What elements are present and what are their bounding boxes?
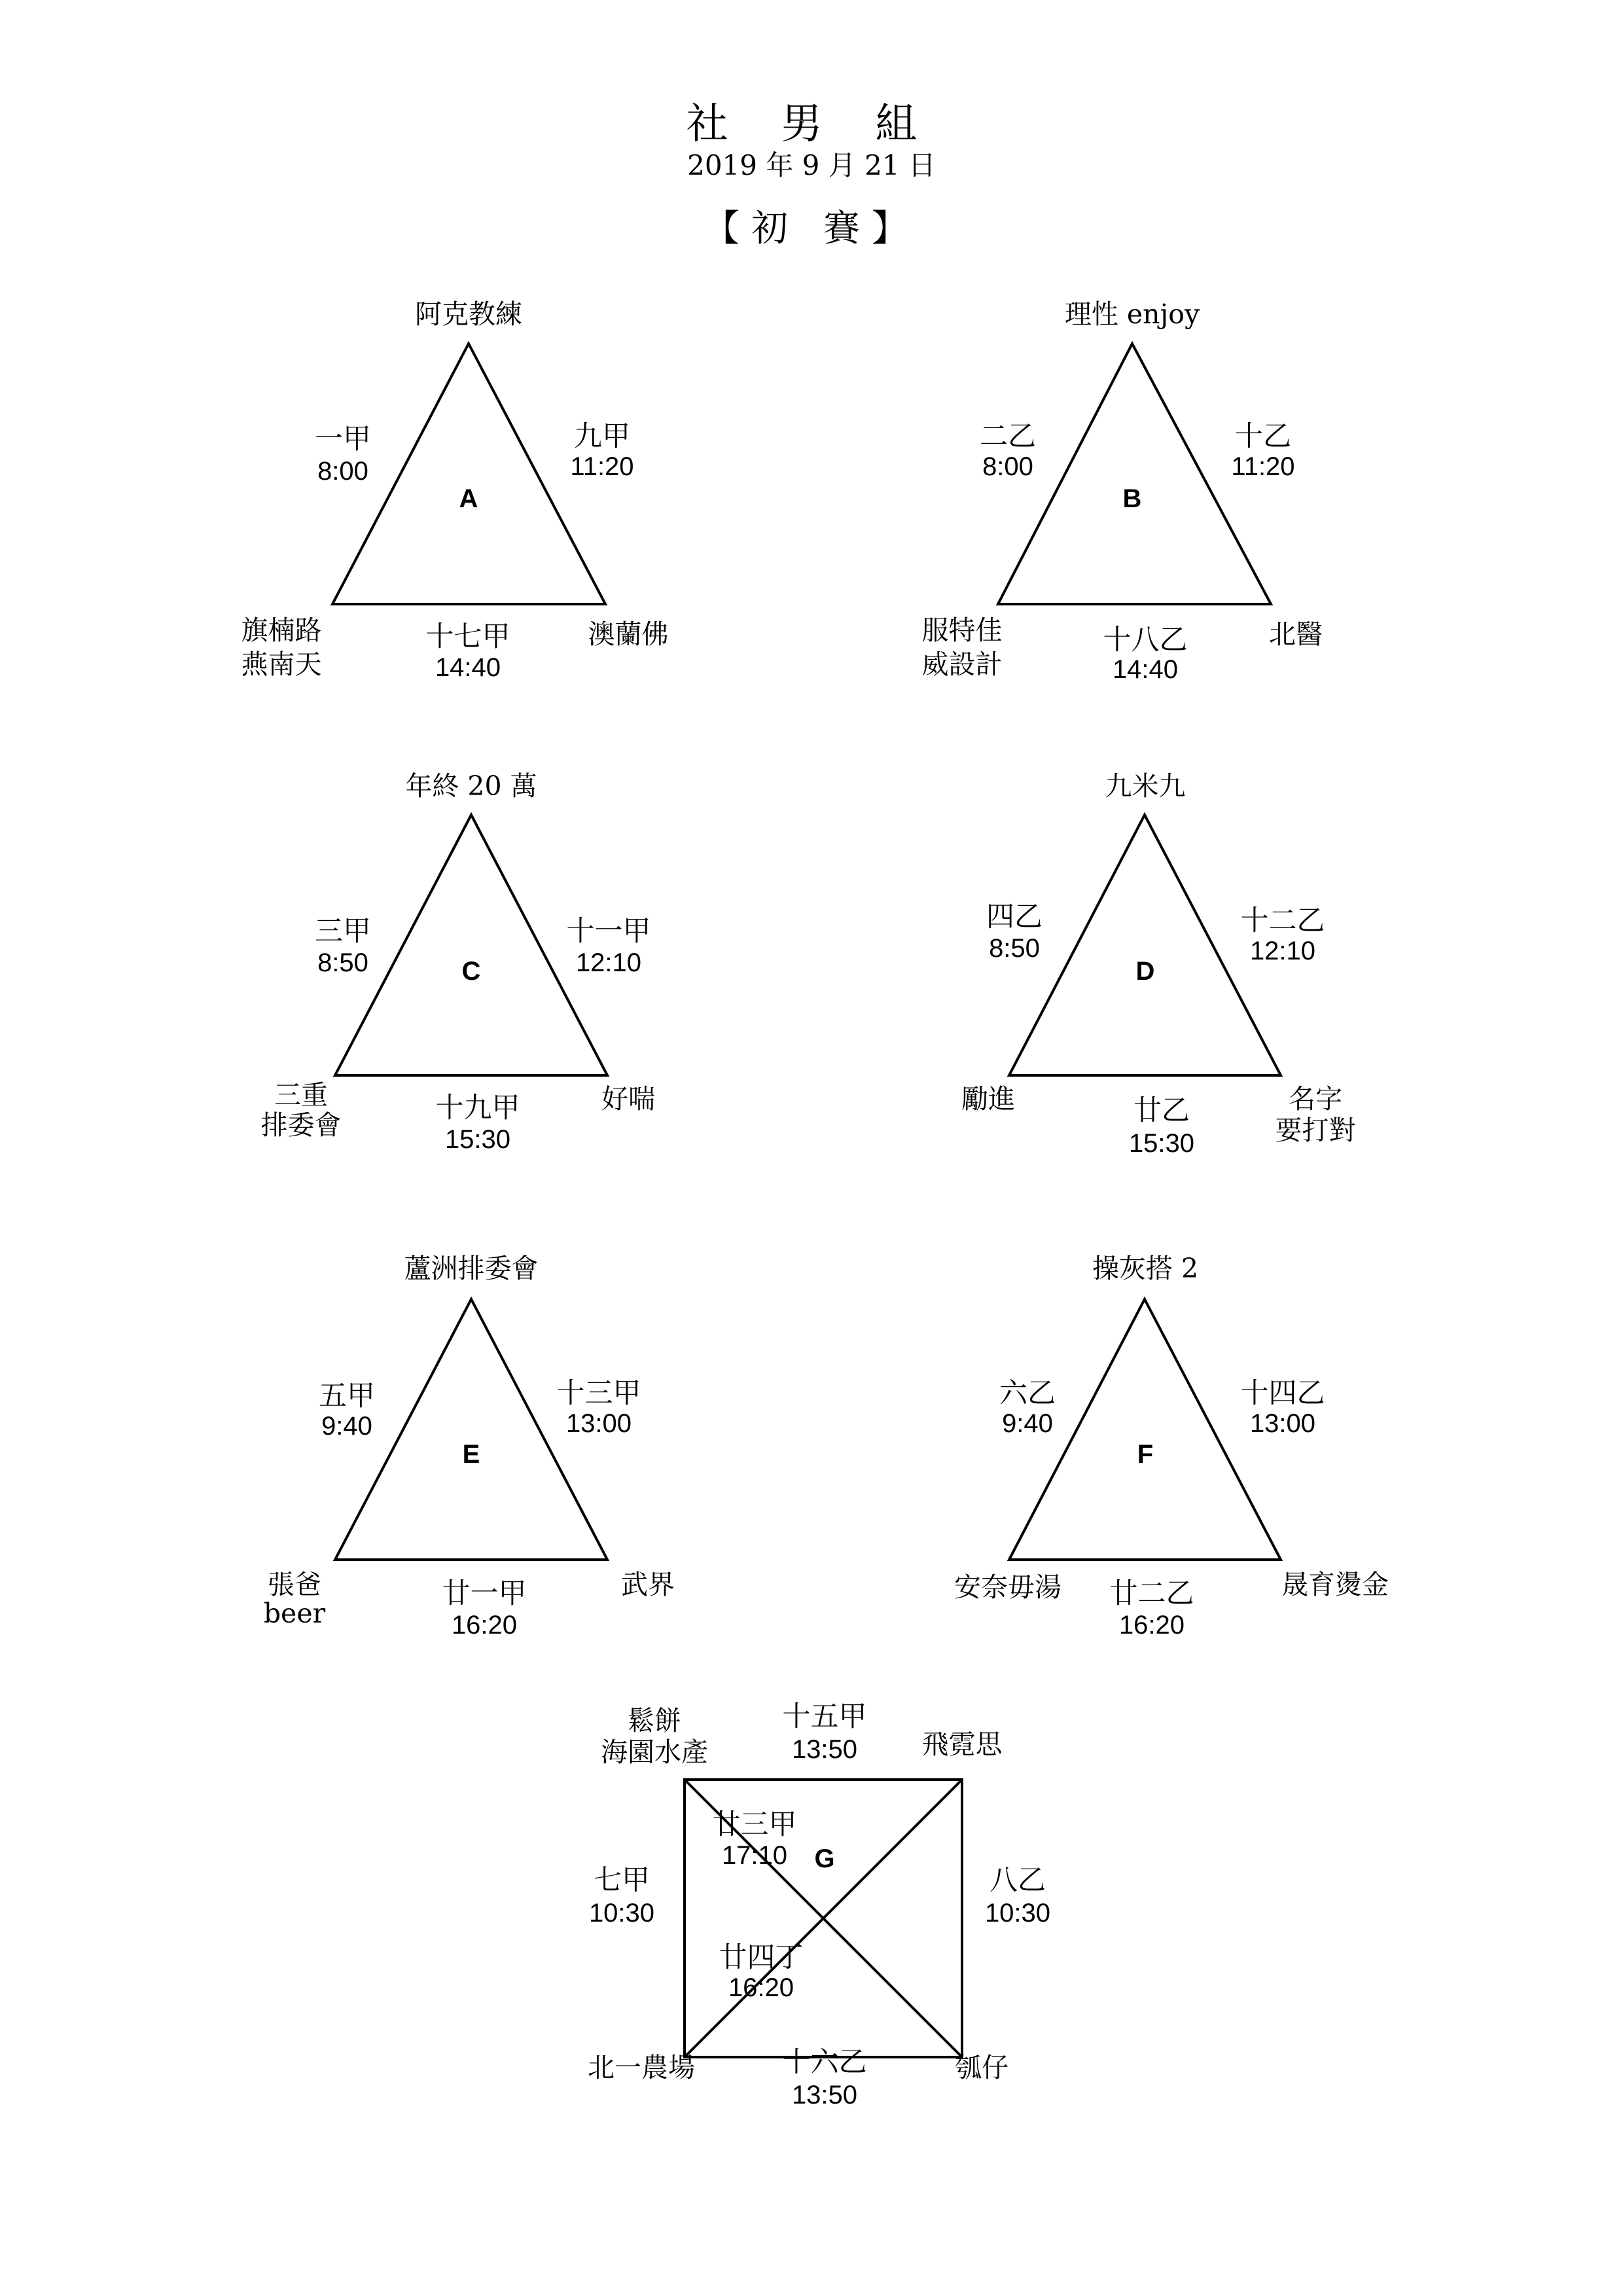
match-right-time: 13:00 [565,1409,632,1438]
match-bottom-no: 十九甲 [435,1092,520,1124]
group-label: E [462,1440,480,1469]
team-bottom-left-2: beer [263,1598,326,1629]
match-left-time: 8:50 [989,934,1040,963]
team-bottom-right: 瓠仔 [955,2052,1008,2083]
team-top-left-1: 鬆餅 [628,1705,681,1736]
match-top-time: 13:50 [791,1735,858,1764]
team-bottom-right: 好喘 [601,1083,655,1115]
match-bottom-no: 廿二乙 [1109,1578,1194,1609]
match-right-no: 十二乙 [1240,905,1325,937]
team-bottom-left: 勵進 [961,1083,1015,1115]
team-bottom-left-1: 張爸 [268,1569,321,1600]
match-bottom-no: 廿乙 [1133,1095,1190,1126]
team-bottom-right-1: 名字 [1289,1083,1342,1115]
match-diag-upper-no: 廿三甲 [712,1809,797,1840]
match-right-no: 十三甲 [556,1378,641,1409]
match-left-time: 8:00 [317,457,368,486]
match-bottom-time: 15:30 [444,1125,511,1154]
match-bottom-time: 14:40 [435,653,501,682]
match-right-time: 13:00 [1249,1409,1316,1438]
match-left-no: 四乙 [986,901,1043,933]
match-right-no: 十乙 [1235,421,1291,452]
match-diag-lower-time: 16:20 [728,1973,794,2002]
match-diag-lower-no: 廿四丁 [719,1942,804,1973]
team-bottom-left: 北一農場 [588,2052,695,2083]
match-left-time: 8:00 [982,452,1033,481]
match-bottom-time: 14:40 [1112,655,1179,684]
team-bottom-left-1: 旗楠路 [241,615,322,646]
match-bottom-no: 十八乙 [1103,624,1188,656]
match-right-no: 九甲 [574,421,630,452]
team-bottom-left-2: 威設計 [921,649,1003,680]
match-bottom-time: 13:50 [791,2081,858,2109]
team-bottom-right: 北醫 [1269,619,1323,650]
group-label: G [814,1844,835,1873]
team-bottom-left: 安奈毋湯 [954,1571,1061,1603]
team-top: 操灰搭 2 [1092,1253,1199,1284]
event-date: 2019 年 9 月 21 日 [687,149,936,181]
match-bottom-no: 十六乙 [782,2047,867,2078]
match-bottom-time: 16:20 [451,1611,518,1640]
team-top: 理性 enjoy [1064,298,1200,330]
team-bottom-right: 澳蘭佛 [588,619,669,650]
match-diag-upper-time: 17:10 [721,1841,788,1870]
team-bottom-right-2: 要打對 [1275,1115,1356,1146]
match-bottom-time: 16:20 [1118,1611,1185,1640]
group-label: F [1137,1440,1154,1469]
match-left-time: 8:50 [317,948,368,977]
page-title: 社 男 組 [686,100,937,149]
stage-title: 【初 賽】 [703,207,920,250]
match-left-no: 五甲 [319,1380,375,1412]
team-bottom-left-1: 服特佳 [921,615,1003,646]
team-top: 蘆洲排委會 [404,1253,539,1284]
match-left-no: 一甲 [315,423,371,455]
team-top: 年終 20 萬 [405,770,537,802]
match-left-time: 10:30 [588,1899,655,1928]
match-left-no: 七甲 [594,1865,650,1896]
match-right-no: 十四乙 [1240,1378,1325,1409]
match-left-no: 三甲 [315,916,371,947]
team-top-right: 飛霓思 [921,1729,1003,1760]
match-right-time: 12:10 [1249,937,1316,965]
match-left-time: 9:40 [321,1412,372,1441]
match-right-time: 12:10 [575,948,642,977]
match-right-time: 11:20 [1231,452,1295,481]
match-left-no: 六乙 [999,1378,1056,1409]
match-bottom-time: 15:30 [1128,1129,1195,1158]
match-right-time: 11:20 [570,452,634,481]
team-top: 阿克教練 [415,298,522,330]
team-top: 九米九 [1105,770,1186,802]
match-left-time: 9:40 [1002,1409,1053,1438]
group-label: A [459,484,478,513]
match-left-no: 二乙 [980,421,1036,452]
match-right-time: 10:30 [984,1899,1051,1928]
match-right-no: 八乙 [990,1865,1046,1896]
team-bottom-left-2: 燕南天 [241,649,322,680]
team-bottom-left-2: 排委會 [260,1109,342,1141]
team-top-left-2: 海園水產 [601,1736,708,1768]
team-bottom-left-1: 三重 [274,1079,328,1111]
team-bottom-right: 晟育燙金 [1281,1569,1389,1600]
match-bottom-no: 廿一甲 [442,1578,527,1609]
match-right-no: 十一甲 [566,916,651,947]
team-bottom-right: 武界 [621,1569,675,1600]
match-top-no: 十五甲 [782,1701,867,1732]
match-bottom-no: 十七甲 [425,621,510,653]
group-label: B [1122,484,1142,513]
group-label: D [1135,957,1155,986]
group-label: C [461,957,481,986]
